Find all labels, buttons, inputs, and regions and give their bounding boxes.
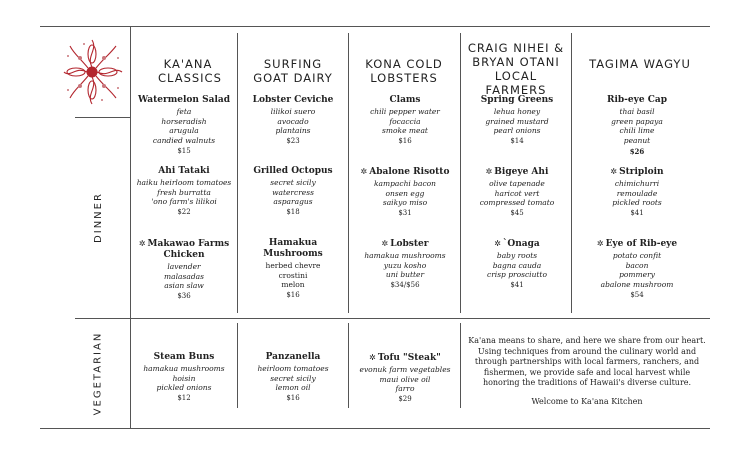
dish-name: Panzanella — [265, 352, 321, 362]
dish-ingredient: thai basil — [619, 107, 655, 116]
dish-price: $12 — [177, 394, 191, 403]
dish-panzanella — [239, 352, 347, 404]
dish-ingredient: evonuk farm vegetables — [359, 365, 451, 374]
column-header-surfing-goat-dairy: SURFING GOAT DAIRY — [253, 57, 333, 85]
star-icon: ✲ — [596, 239, 604, 248]
dish-ingredient: watercress — [272, 187, 314, 197]
dish-name: Clams — [389, 95, 421, 105]
dish-price: $23 — [286, 137, 300, 146]
dish-makawao-farms-chicken — [130, 238, 238, 302]
dish-price: $45 — [510, 209, 524, 218]
dish-price: $29 — [398, 395, 412, 404]
dish-ingredient: bacon — [625, 260, 649, 270]
restaurant-description — [466, 336, 708, 408]
dish-price: $34/$56 — [390, 281, 420, 290]
dish-name: Striploin — [619, 167, 664, 177]
dish-grilled-octopus — [239, 166, 347, 218]
dish-ingredient: haiku heirloom tomatoes — [136, 178, 232, 187]
dish-ingredient: hamakua mushrooms — [364, 251, 446, 260]
column-header-local-farmers: CRAIG NIHEI & BRYAN OTANI LOCAL FARMERS — [467, 41, 565, 97]
dish-name: Lobster — [390, 239, 429, 249]
dish-ingredient: chili pepper water — [370, 107, 440, 116]
dish-name: Tofu "Steak" — [377, 353, 441, 363]
veg-rule-3 — [460, 323, 461, 408]
vegetarian-label: VEGETARIAN — [92, 331, 104, 415]
dish-ingredient: bagna cauda — [492, 260, 542, 270]
star-icon: ✲ — [485, 167, 493, 176]
dish-ingredient: smoke meat — [382, 126, 428, 136]
column-rule-3 — [460, 33, 461, 313]
dish-ingredient: pickled onions — [156, 383, 212, 393]
dish-ingredient: hoisin — [172, 373, 196, 383]
dish-ahi-tataki — [130, 166, 238, 218]
dish-ingredient: candied walnuts — [152, 136, 216, 146]
star-icon: ✲ — [360, 167, 368, 176]
dish-spring-greens — [463, 95, 571, 147]
dish-ingredient: melon — [281, 280, 305, 290]
dish-bigeye-ahi — [463, 166, 571, 219]
star-icon: ✲ — [138, 239, 146, 248]
star-icon: ✲ — [610, 167, 618, 176]
dish-name: Spring Greens — [480, 95, 554, 105]
dish-eye-of-rib-eye — [583, 238, 691, 301]
dish-ingredient: yuzu kosho — [383, 260, 427, 270]
dish-ingredient: malasadas — [164, 271, 204, 281]
dish-ingredient: compressed tomato — [479, 198, 555, 208]
dish-ingredient: green papaya — [611, 116, 663, 126]
dish-price: $22 — [177, 208, 191, 217]
dish-price: $31 — [398, 209, 412, 218]
dish-ingredient: herbed chevre — [265, 261, 321, 270]
dish-price: $26 — [629, 146, 645, 156]
dish-ingredient: kampachi bacon — [373, 179, 437, 188]
dish-ingredient: crisp prosciutto — [487, 270, 547, 280]
dish-ingredient: asparagus — [273, 197, 313, 207]
dish-striploin — [583, 166, 691, 219]
dish-price: $18 — [286, 208, 300, 217]
dish-ingredient: lavender — [167, 262, 201, 271]
dish-name: Lobster Ceviche — [252, 95, 334, 105]
flower-logo — [62, 36, 126, 108]
dish-ingredient: onsen egg — [385, 188, 425, 198]
dish-ingredient: maui olive oil — [379, 374, 431, 384]
description-text: Ka'ana means to share, and here we share from our heart. Using techniques from around the culinary world and through partnerships with local farmers, ranchers, and fishermen, we provide safe and local harvest while honoring the traditions of Hawaii's diverse culture. — [468, 336, 706, 388]
dish-ingredient: chimichurri — [614, 179, 660, 188]
dish-ingredient: secret sicily — [270, 178, 316, 187]
dish-ingredient: potato confit — [612, 251, 662, 260]
dish-ingredient: farro — [395, 384, 415, 394]
dish-clams — [351, 95, 459, 147]
dish-ingredient: hamakua mushrooms — [143, 364, 225, 373]
dish-name: Ahi Tataki — [158, 166, 210, 176]
bottom-rule — [40, 428, 710, 429]
dinner-label: DINNER — [92, 192, 104, 243]
dish-ingredient: pommery — [619, 270, 655, 280]
dish-ingredient: arugula — [169, 126, 199, 136]
dish-price: $54 — [630, 290, 644, 299]
star-icon: ✲ — [369, 353, 376, 362]
dish-ingredient: horseradish — [161, 116, 207, 126]
dish-ingredient: heirloom tomatoes — [257, 364, 329, 373]
dish-lobster — [351, 238, 459, 291]
dish-watermelon-salad — [130, 95, 238, 157]
dish-ingredient: uni butter — [385, 270, 425, 280]
column-header-kona-cold-lobsters: KONA COLD LOBSTERS — [365, 57, 443, 85]
dish-price: $41 — [630, 209, 644, 218]
dish-name: Watermelon Salad — [137, 95, 230, 105]
dish-ingredient: lilikoi suero — [270, 107, 316, 116]
dish-ingredient: chili lime — [619, 126, 655, 136]
dish-abalone-risotto — [351, 166, 459, 219]
dish-ingredient: olive tapenade — [489, 179, 545, 188]
dish-tofu-steak — [351, 352, 459, 405]
dish-price: $36 — [177, 292, 191, 301]
star-icon: ✲ — [494, 239, 501, 248]
section-divider — [75, 318, 710, 319]
dish-onaga — [463, 238, 571, 291]
dish-ingredient: plantains — [275, 126, 311, 136]
dish-ingredient: pearl onions — [493, 126, 541, 136]
dish-ingredient: peanut — [623, 136, 651, 146]
dish-price: $14 — [510, 137, 524, 146]
dish-ingredient: crostini — [278, 270, 308, 280]
star-icon: ✲ — [381, 239, 389, 248]
dish-name: Grilled Octopus — [253, 166, 333, 176]
column-rule-2 — [348, 33, 349, 313]
dish-ingredient: baby roots — [496, 251, 538, 260]
column-header-tagima-wagyu: TAGIMA WAGYU — [589, 57, 691, 71]
dish-ingredient: haricot vert — [494, 188, 540, 198]
dish-name: Abalone Risotto — [369, 167, 450, 177]
dish-steam-buns — [130, 352, 238, 404]
dish-ingredient: asian slaw — [164, 281, 204, 291]
dish-ingredient: saikyo miso — [382, 198, 428, 208]
dish-name: `Onaga — [502, 239, 540, 249]
dish-ingredient: feta — [176, 107, 192, 116]
dish-name: Makawao Farms Chicken — [147, 239, 230, 260]
dish-price: $15 — [177, 146, 191, 155]
dish-ingredient: fresh burratta — [157, 187, 211, 197]
dish-name: Bigeye Ahi — [494, 167, 549, 177]
dish-name: Steam Buns — [153, 352, 215, 362]
dish-ingredient: avocado — [277, 116, 309, 126]
dish-hamakua-mushrooms — [239, 238, 347, 301]
column-rule-4 — [571, 33, 572, 313]
dish-price: $16 — [286, 291, 300, 300]
top-rule — [40, 26, 710, 27]
dish-ingredient: lehua honey — [493, 107, 541, 116]
dish-name: Rib-eye Cap — [606, 95, 668, 105]
dish-ingredient: secret sicily — [270, 373, 316, 383]
dish-ingredient: abalone mushroom — [600, 280, 674, 290]
dish-price: $41 — [510, 281, 524, 290]
dish-ingredient: grained mustard — [485, 116, 549, 126]
dish-price: $16 — [286, 394, 300, 403]
dish-ingredient: 'ono farm's lilikoi — [151, 197, 217, 207]
dish-price: $16 — [398, 137, 412, 146]
dish-name: Eye of Rib-eye — [605, 239, 678, 249]
column-header-kaana-classics: KA'ANA CLASSICS — [158, 57, 222, 85]
dish-lobster-ceviche — [239, 95, 347, 147]
dish-ingredient: remoulade — [616, 188, 658, 198]
dish-rib-eye-cap — [583, 95, 691, 157]
dish-name: Hamakua Mushrooms — [263, 238, 323, 259]
dish-ingredient: pickled roots — [612, 198, 662, 208]
dish-ingredient: lemon oil — [275, 383, 311, 393]
veg-rule-2 — [348, 323, 349, 408]
welcome-line: Welcome to Ka'ana Kitchen — [531, 396, 643, 406]
dish-ingredient: focaccia — [389, 116, 421, 126]
